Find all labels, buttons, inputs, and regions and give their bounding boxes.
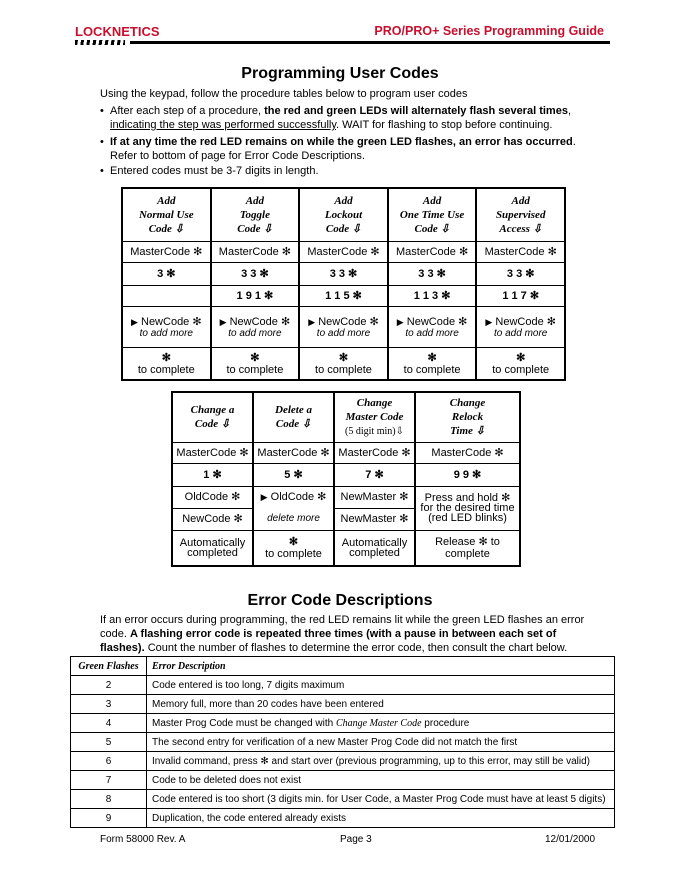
step2-cell: 1 9 1 ✻ bbox=[211, 285, 300, 306]
loop-arrow-icon: ▶ bbox=[260, 492, 268, 502]
footer-form: Form 58000 Rev. A bbox=[100, 834, 186, 845]
step2-cell: 1 1 3 ✻ bbox=[388, 285, 477, 306]
bullet-2: • If at any time the red LED remains on while the green LED flashes, an error has occurred. Refer to bottom of page for Error Code Descriptions. bbox=[100, 136, 576, 162]
header-add-toggle: Add Toggle Code ⇩ bbox=[211, 188, 300, 241]
newcode-cell: ▶ NewCode ✻ to add more bbox=[476, 306, 565, 347]
page-title: Programming User Codes bbox=[241, 65, 439, 82]
step2-cell: 1 1 7 ✻ bbox=[476, 285, 565, 306]
brand-logo-bars bbox=[75, 40, 125, 45]
intro-text: Using the keypad, follow the procedure tables below to program user codes bbox=[100, 88, 468, 100]
col-green-flashes: Green Flashes bbox=[71, 657, 147, 676]
step1-cell: 3 ✻ bbox=[122, 262, 211, 285]
header-delete-code: Delete a Code ⇩ bbox=[253, 392, 334, 442]
footer-page: Page 3 bbox=[340, 834, 372, 845]
bullet-3: • Entered codes must be 3-7 digits in length. bbox=[100, 165, 319, 177]
table-row: 3 Memory full, more than 20 codes have been entered bbox=[71, 695, 615, 714]
change-codes-table bbox=[171, 391, 521, 567]
error-table bbox=[70, 656, 615, 828]
header-add-lockout: Add Lockout Code ⇩ bbox=[299, 188, 388, 241]
mastercode-cell: MasterCode ✻ bbox=[211, 241, 300, 262]
code-steps-cell: OldCode ✻ NewCode ✻ bbox=[172, 486, 253, 530]
loop-arrow-icon: ▶ bbox=[219, 316, 227, 327]
table-row: 2 Code entered is too long, 7 digits maximum bbox=[71, 676, 615, 695]
mastercode-cell: MasterCode ✻ bbox=[388, 241, 477, 262]
table-row: 4 Master Prog Code must be changed with Change Master Code procedure bbox=[71, 714, 615, 733]
header-add-supervised: Add Supervised Access ⇩ bbox=[476, 188, 565, 241]
error-title: Error Code Descriptions bbox=[247, 592, 433, 609]
auto-complete-cell: Automatically completed bbox=[172, 530, 253, 566]
step2-cell: 1 1 5 ✻ bbox=[299, 285, 388, 306]
step1-cell: 3 3 ✻ bbox=[299, 262, 388, 285]
complete-cell: ✻ to complete bbox=[253, 530, 334, 566]
step1-cell: 5 ✻ bbox=[253, 463, 334, 486]
complete-cell: ✻ to complete bbox=[299, 347, 388, 380]
delete-steps-cell: ▶ OldCode ✻ delete more bbox=[253, 486, 334, 530]
brand-logo: LOCKNETICS bbox=[75, 24, 160, 39]
loop-arrow-icon: ▶ bbox=[308, 316, 316, 327]
table-row: 6 Invalid command, press ✻ and start over (previous programming, up to this error, may still be valid) bbox=[71, 752, 615, 771]
release-cell: Release ✻ to complete bbox=[415, 530, 520, 566]
header-add-normal: Add Normal Use Code ⇩ bbox=[122, 188, 211, 241]
header-change-master: Change Master Code (5 digit min)⇩ bbox=[334, 392, 415, 442]
newcode-cell: ▶ NewCode ✻ to add more bbox=[122, 306, 211, 347]
master-steps-cell: NewMaster ✻ NewMaster ✻ bbox=[334, 486, 415, 530]
newcode-cell: ▶ NewCode ✻ to add more bbox=[211, 306, 300, 347]
table-row: 5 The second entry for verification of a new Master Prog Code did not match the first bbox=[71, 733, 615, 752]
auto-complete-cell: Automatically completed bbox=[334, 530, 415, 566]
loop-arrow-icon: ▶ bbox=[131, 316, 138, 327]
loop-arrow-icon: ▶ bbox=[396, 316, 404, 327]
guide-title: PRO/PRO+ Series Programming Guide bbox=[374, 24, 604, 38]
table-row: 7 Code to be deleted does not exist bbox=[71, 771, 615, 790]
error-intro: If an error occurs during programming, the red LED remains lit while the green LED flashes an error code. A flashing error code is repeated three times (with a pause in between each set of flashes). Count the number of flashes to determine the error code, then consult the chart below. bbox=[100, 614, 585, 654]
mastercode-cell: MasterCode ✻ bbox=[415, 442, 520, 463]
header-add-onetime: Add One Time Use Code ⇩ bbox=[388, 188, 477, 241]
step1-cell: 7 ✻ bbox=[334, 463, 415, 486]
table-row: 9 Duplication, the code entered already exists bbox=[71, 809, 615, 828]
mastercode-cell: MasterCode ✻ bbox=[299, 241, 388, 262]
step1-cell: 3 3 ✻ bbox=[211, 262, 300, 285]
mastercode-cell: MasterCode ✻ bbox=[476, 241, 565, 262]
loop-arrow-icon: ▶ bbox=[485, 316, 493, 327]
complete-cell: ✻ to complete bbox=[476, 347, 565, 380]
step1-cell: 3 3 ✻ bbox=[388, 262, 477, 285]
complete-cell: ✻ to complete bbox=[388, 347, 477, 380]
footer-date: 12/01/2000 bbox=[545, 834, 596, 845]
step2-cell bbox=[122, 285, 211, 306]
newcode-cell: ▶ NewCode ✻ to add more bbox=[388, 306, 477, 347]
bullet-1: • After each step of a procedure, the red and green LEDs will alternately flash several times, indicating the step was performed successfully. WAIT for flashing to stop before continuing. bbox=[100, 105, 571, 131]
complete-cell: ✻ to complete bbox=[211, 347, 300, 380]
header-change-code: Change a Code ⇩ bbox=[172, 392, 253, 442]
newcode-cell: ▶ NewCode ✻ to add more bbox=[299, 306, 388, 347]
step1-cell: 3 3 ✻ bbox=[476, 262, 565, 285]
mastercode-cell: MasterCode ✻ bbox=[334, 442, 415, 463]
complete-cell: ✻ to complete bbox=[122, 347, 211, 380]
mastercode-cell: MasterCode ✻ bbox=[122, 241, 211, 262]
table-row: 8 Code entered is too short (3 digits min. for User Code, a Master Prog Code must have at least 5 digits) bbox=[71, 790, 615, 809]
mastercode-cell: MasterCode ✻ bbox=[253, 442, 334, 463]
press-hold-cell: Press and hold ✻ for the desired time (red LED blinks) bbox=[415, 486, 520, 530]
step1-cell: 1 ✻ bbox=[172, 463, 253, 486]
header-change-relock: Change Relock Time ⇩ bbox=[415, 392, 520, 442]
col-error-description: Error Description bbox=[147, 657, 615, 676]
mastercode-cell: MasterCode ✻ bbox=[172, 442, 253, 463]
header-rule bbox=[130, 41, 610, 44]
add-codes-table bbox=[121, 187, 566, 381]
step1-cell: 9 9 ✻ bbox=[415, 463, 520, 486]
